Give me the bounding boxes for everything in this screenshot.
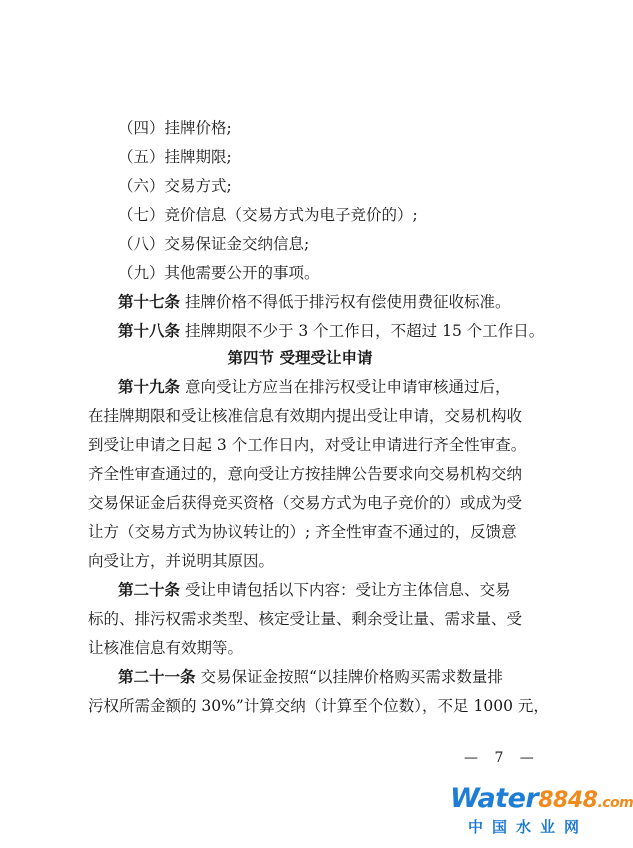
- article-20-label: 第二十条: [118, 580, 181, 599]
- watermark-subtitle: 中国水业网: [467, 818, 588, 836]
- article-18-label: 第十八条: [118, 321, 181, 340]
- watermark-logo-text: [450, 783, 633, 818]
- article-18-text: 挂牌期限不少于 3 个工作日，不超过 15 个工作日。: [180, 322, 545, 340]
- page-number: — 7 —: [464, 750, 540, 766]
- list-item-9: （九）其他需要公开的事项。: [118, 264, 320, 282]
- article-21-first-text: 交易保证金按照“以挂牌价格购买需求数量排: [195, 668, 503, 686]
- article-20-first-line: [118, 580, 538, 600]
- list-item-7: （七）竞价信息（交易方式为电子竞价的）;: [118, 206, 418, 224]
- article-19-first-line: [118, 377, 538, 397]
- article-21-line: 污权所需金额的 30%”计算交纳（计算至个位数），不足 1000 元，: [88, 697, 549, 715]
- article-20-line: 标的、排污权需求类型、核定受让量、剩余受让量、需求量、受: [88, 610, 523, 628]
- watermark-logo-word: Water: [450, 783, 539, 814]
- article-19-line: 齐全性审查通过的，意向受让方按挂牌公告要求向交易机构交纳: [88, 465, 523, 483]
- article-18: [118, 321, 545, 341]
- article-17-text: 挂牌价格不得低于排污权有偿使用费征收标准。: [180, 293, 511, 311]
- list-item-4: （四）挂牌价格;: [118, 119, 232, 137]
- list-item-8: （八）交易保证金交纳信息;: [118, 235, 310, 253]
- article-19-line: 到受让申请之日起 3 个工作日内，对受让申请进行齐全性审查。: [88, 436, 527, 454]
- article-20-line: 让核准信息有效期等。: [88, 639, 244, 657]
- watermark-logo-num: 8848: [538, 788, 598, 813]
- list-item-5: （五）挂牌期限;: [118, 148, 232, 166]
- article-19-first-text: 意向受让方应当在排污权受让申请审核通过后，: [180, 378, 511, 396]
- article-17-label: 第十七条: [118, 292, 181, 311]
- section-heading: 第四节 受理受让申请: [227, 348, 373, 367]
- watermark-logo-suffix: .com: [597, 795, 633, 811]
- article-19-label: 第十九条: [118, 377, 181, 396]
- article-19-line: 向受让方，并说明其原因。: [88, 552, 275, 570]
- watermark-logo: [450, 783, 633, 838]
- article-19-line: 让方（交易方式为协议转让的）; 齐全性审查不通过的，反馈意: [88, 523, 517, 541]
- article-19-line: 交易保证金后获得竞买资格（交易方式为电子竞价的）或成为受: [88, 494, 523, 512]
- article-21-label: 第二十一条: [118, 667, 196, 686]
- article-19-line: 在挂牌期限和受让核准信息有效期内提出受让申请，交易机构收: [88, 407, 523, 425]
- article-17: [118, 292, 538, 312]
- list-item-6: （六）交易方式;: [118, 177, 232, 195]
- article-20-first-text: 受让申请包括以下内容：受让方主体信息、交易: [180, 581, 511, 599]
- article-21-first-line: [118, 667, 538, 687]
